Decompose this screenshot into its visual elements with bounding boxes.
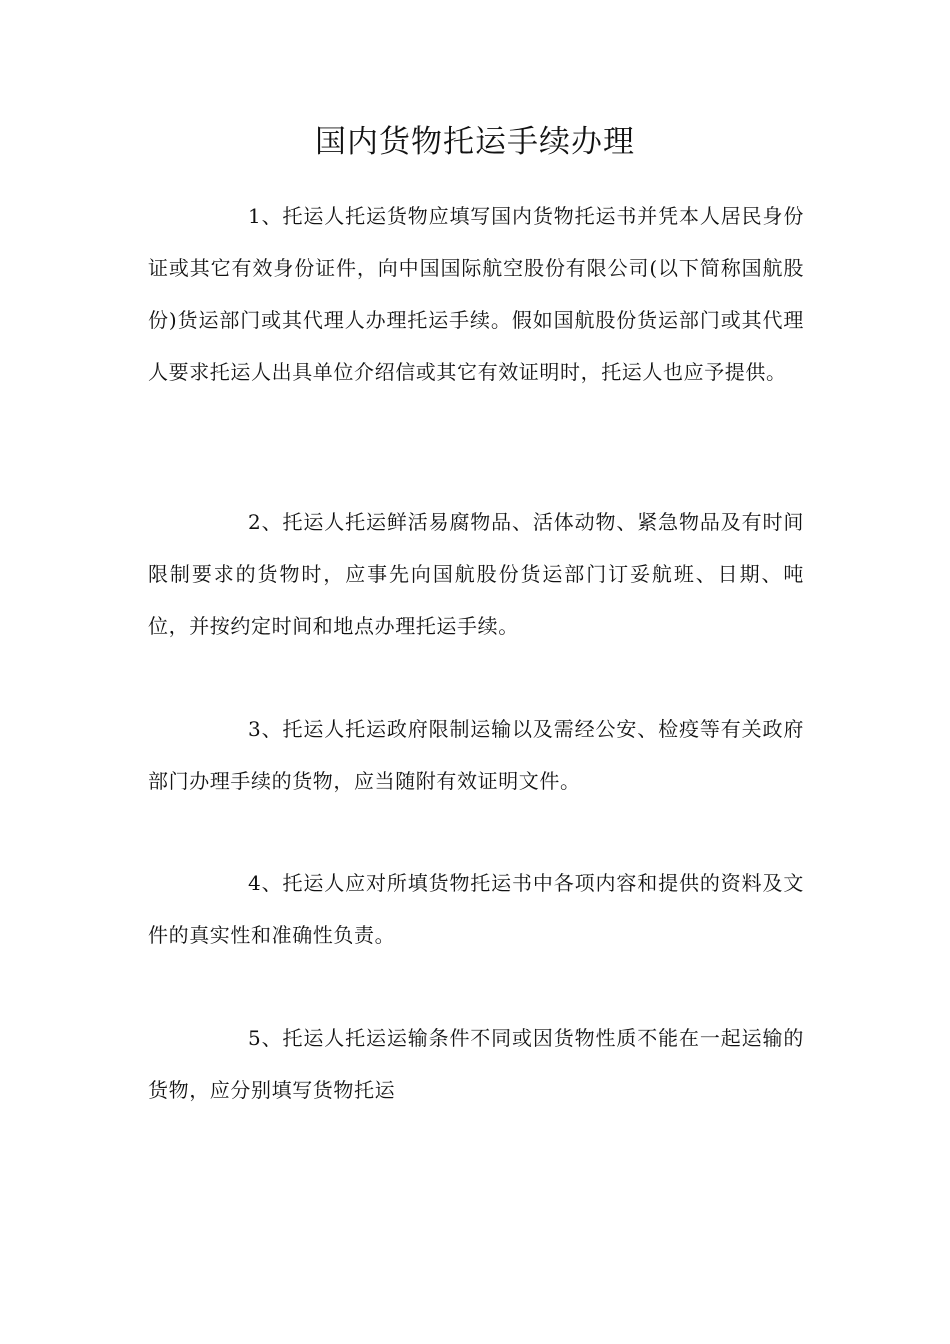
paragraph-4: 4、托运人应对所填货物托运书中各项内容和提供的资料及文件的真实性和准确性负责。 bbox=[148, 871, 804, 947]
paragraph-1: 1、托运人托运货物应填写国内货物托运书并凭本人居民身份证或其它有效身份证件，向中国国际航空股份有限公司(以下简称国航股份)货运部门或其代理人办理托运手续。假如国航股份货运部门或其代理人要求托运人出具单位介绍信或其它有效证明时，托运人也应予提供。 bbox=[148, 204, 804, 384]
document-title: 国内货物托运手续办理 bbox=[315, 124, 635, 160]
paragraph-3: 3、托运人托运政府限制运输以及需经公安、检疫等有关政府部门办理手续的货物，应当随附有效证明文件。 bbox=[148, 717, 804, 793]
paragraph-5: 5、托运人托运运输条件不同或因货物性质不能在一起运输的货物，应分别填写货物托运 bbox=[148, 1026, 804, 1102]
paragraph-2: 2、托运人托运鲜活易腐物品、活体动物、紧急物品及有时间限制要求的货物时，应事先向国航股份货运部门订妥航班、日期、吨位，并按约定时间和地点办理托运手续。 bbox=[148, 510, 804, 638]
